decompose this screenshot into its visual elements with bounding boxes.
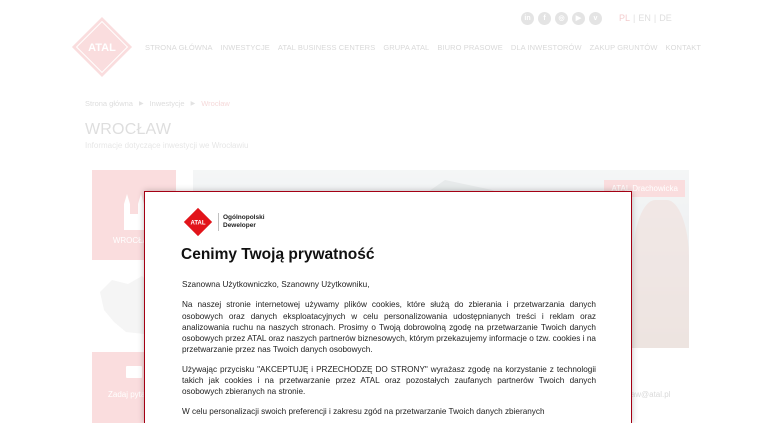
tagline-line1: Ogólnopolski	[223, 214, 265, 221]
modal-greeting: Szanowna Użytkowniczko, Szanowny Użytkowniku,	[182, 280, 370, 289]
modal-paragraph-1: Na naszej stronie internetowej używamy plików cookies, które służą do zbierania i przetwarzania danych osobowych oraz danych eksploatacyjnych w celu personalizowania udostępnianych treści i reklam oraz analizowania ruchu na naszych stronach. Prosimy o Twoją dobrowolną zgodę na przetwarzanie Twoich danych osobowych przez ATAL oraz naszych partnerów biznesowych, którym przekazujemy informacje o tzw. cookies i na przetwarzanie przez nas Twoich danych osobowych.	[182, 300, 596, 355]
modal-body	[182, 279, 596, 423]
cookie-consent-modal	[144, 191, 632, 423]
modal-logo-text: ATAL	[190, 220, 206, 227]
logo-tagline	[223, 214, 265, 230]
modal-paragraph-3: W celu personalizacji swoich preferencji i zakresu zgód na przetwarzanie Twoich danych zbieranych	[182, 406, 545, 416]
modal-paragraph-2: Używając przycisku "AKCEPTUJĘ i PRZECHODZĘ DO STRONY" wyrażasz zgodę na korzystanie z technologii takich jak cookies i na przetwarzanie przez ATAL oraz pozostałych zaufanych partnerów Twoich danych osobowych zbieranych na stronie.	[182, 364, 596, 397]
tagline-line2: Deweloper	[223, 222, 256, 229]
modal-logo	[183, 207, 265, 237]
atal-logo-icon	[183, 207, 213, 237]
logo-divider	[218, 213, 219, 231]
modal-title: Cenimy Twoją prywatność	[181, 246, 375, 263]
